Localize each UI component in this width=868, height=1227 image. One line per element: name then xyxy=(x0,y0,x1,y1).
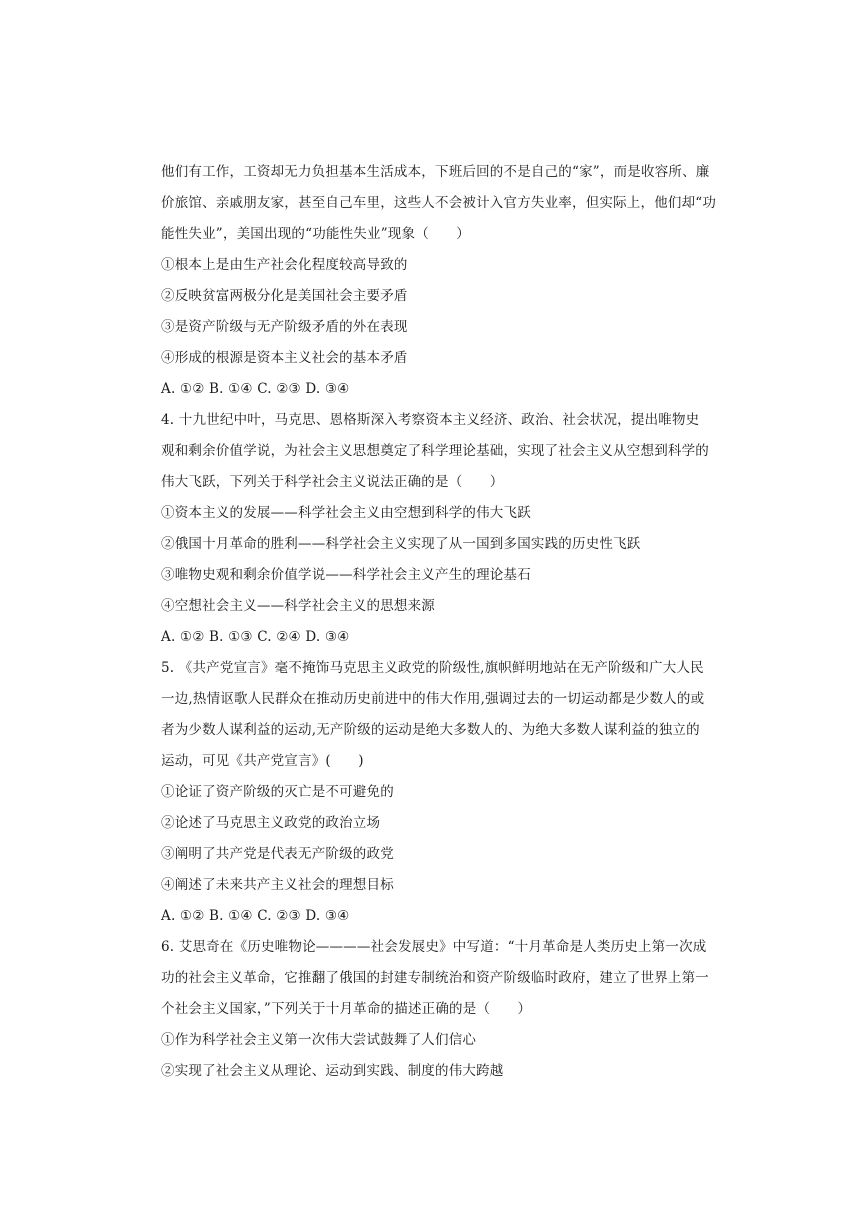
option-item: ③唯物史观和剩余价值学说——科学社会主义产生的理论基石 xyxy=(161,567,531,583)
option-item: ②反映贫富两极分化是美国社会主要矛盾 xyxy=(161,288,408,304)
question-stem-line: 个社会主义国家，”下列关于十月革命的描述正确的是（ ） xyxy=(161,1001,532,1017)
option-item: ④形成的根源是资本主义社会的基本矛盾 xyxy=(161,350,408,366)
question-stem-line: 伟大飞跃，下列关于科学社会主义说法正确的是（ ） xyxy=(161,474,504,490)
option-item: ①资本主义的发展——科学社会主义由空想到科学的伟大飞跃 xyxy=(161,505,531,521)
option-item: ④阐述了未来共产主义社会的理想目标 xyxy=(161,877,394,893)
question-stem-line: 功的社会主义革命，它推翻了俄国的封建专制统治和资产阶级临时政府，建立了世界上第一 xyxy=(161,970,709,986)
option-item: ①作为科学社会主义第一次伟大尝试鼓舞了人们信心 xyxy=(161,1032,477,1048)
question-stem-line: 他们有工作，工资却无力负担基本生活成本，下班后回的不是自己的“家”，而是收容所、廉 xyxy=(161,164,710,180)
option-item: ③是资产阶级与无产阶级矛盾的外在表现 xyxy=(161,319,408,335)
option-item: ②实现了社会主义从理论、运动到实践、制度的伟大跨越 xyxy=(161,1063,504,1079)
question-6 xyxy=(161,932,713,1087)
option-item: ②俄国十月革命的胜利——科学社会主义实现了从一国到多国实践的历史性飞跃 xyxy=(161,536,641,552)
question-4 xyxy=(161,405,713,653)
question-stem-line: 4. 十九世纪中叶，马克思、恩格斯深入考察资本主义经济、政治、社会状况，提出唯物史 xyxy=(161,412,700,428)
option-item: ①根本上是由生产社会化程度较高导致的 xyxy=(161,257,408,273)
question-stem-line: 6. 艾思奇在《历史唯物论————社会发展史》中写道：“十月革命是人类历史上第一次成 xyxy=(161,939,707,955)
option-item: ③阐明了共产党是代表无产阶级的政党 xyxy=(161,846,394,862)
question-stem-line: 观和剩余价值学说，为社会主义思想奠定了科学理论基础，实现了社会主义从空想到科学的 xyxy=(161,443,709,459)
question-3 xyxy=(161,157,717,405)
answer-choices: A. ①② B. ①④ C. ②③ D. ③④ xyxy=(161,908,350,924)
option-item: ①论证了资产阶级的灭亡是不可避免的 xyxy=(161,784,394,800)
question-stem-line: 者为少数人谋利益的运动,无产阶级的运动是绝大多数人的、为绝大多数人谋利益的独立的 xyxy=(161,722,700,738)
document-content xyxy=(161,157,717,1087)
question-5 xyxy=(161,653,713,932)
answer-choices: A. ①② B. ①④ C. ②③ D. ③④ xyxy=(161,381,350,397)
question-stem-line: 一边,热情讴歌人民群众在推动历史前进中的伟大作用,强调过去的一切运动都是少数人的或 xyxy=(161,691,705,707)
option-item: ②论述了马克思主义政党的政治立场 xyxy=(161,815,381,831)
question-stem-line: 价旅馆、亲戚朋友家，甚至自己车里，这些人不会被计入官方失业率，但实际上，他们却“功 xyxy=(161,195,717,211)
question-stem-line: 运动，可见《共产党宣言》( ) xyxy=(161,753,364,769)
question-stem-line: 5. 《共产党宣言》毫不掩饰马克思主义政党的阶级性,旗帜鲜明地站在无产阶级和广大人民 xyxy=(161,660,704,676)
option-item: ④空想社会主义——科学社会主义的思想来源 xyxy=(161,598,435,614)
answer-choices: A. ①② B. ①③ C. ②④ D. ③④ xyxy=(161,629,350,645)
question-stem-line: 能性失业”，美国出现的“功能性失业”现象（ ） xyxy=(161,226,471,242)
